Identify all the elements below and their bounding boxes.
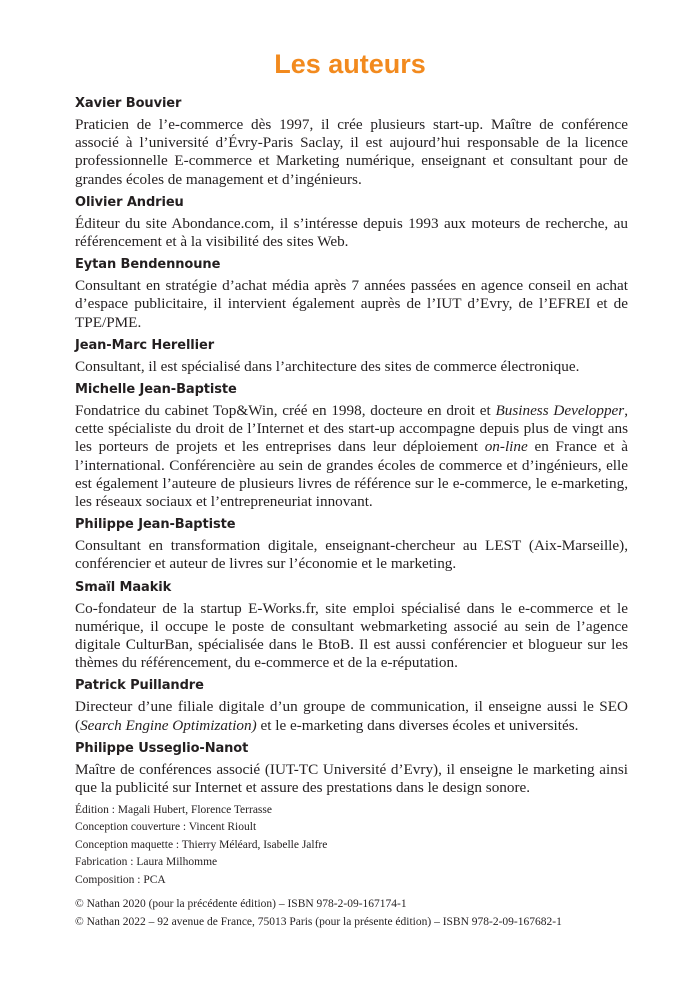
author-name: Philippe Usseglio-Nanot xyxy=(75,740,249,756)
author-name: Patrick Puillandre xyxy=(75,678,204,694)
bio-text: Directeur d’une filiale digitale d’un groupe de communication, il enseigne aussi le SEO ( xyxy=(75,698,628,734)
author-entry xyxy=(75,380,628,511)
credit-line: Conception couverture : Vincent Rioult xyxy=(75,821,257,834)
credit-line: Fabrication : Laura Milhomme xyxy=(75,856,218,869)
authors-list xyxy=(75,94,628,801)
author-bio: Praticien de l’e-commerce dès 1997, il crée plusieurs start-up. Maître de conférence associé à l’université d’Évry-Paris Saclay, il est aujourd’hui responsable de la licence professionnelle E-commerce et Marketing numérique, enseignant et consultant pour de grandes écoles de management et d’ingénieurs. xyxy=(75,116,628,188)
author-name: Eytan Bendennoune xyxy=(75,257,221,273)
credit-line: Édition : Magali Hubert, Florence Terrasse xyxy=(75,804,272,816)
author-entry xyxy=(75,336,628,376)
credits-block xyxy=(75,802,635,889)
author-bio: Éditeur du site Abondance.com, il s’intéresse depuis 1993 aux moteurs de recherche, au référencement et à la visibilité des sites Web. xyxy=(75,214,628,251)
author-entry xyxy=(75,739,628,797)
bio-italic-text: Business Developper xyxy=(495,402,625,420)
copyright-line: © Nathan 2022 – 92 avenue de France, 75013 Paris (pour la présente édition) – ISBN 978-2-09-167682-1 xyxy=(75,915,562,928)
author-name: Olivier Andrieu xyxy=(75,194,184,210)
author-bio xyxy=(75,698,628,734)
page-title: Les auteurs xyxy=(274,49,426,79)
author-entry xyxy=(75,676,628,734)
copyright-line: © Nathan 2020 (pour la précédente édition) – ISBN 978-2-09-167174-1 xyxy=(75,898,407,910)
author-bio: Maître de conférences associé (IUT-TC Université d’Evry), il enseigne le marketing ainsi que la publicité sur Internet et assure des prestations dans le design sonore. xyxy=(75,760,628,797)
author-bio: Consultant en transformation digitale, enseignant-chercheur au LEST (Aix-Marseille), conférencier et auteur de livres sur l’économie et le marketing. xyxy=(75,537,628,573)
credit-line: Composition : PCA xyxy=(75,873,166,886)
author-entry xyxy=(75,515,628,573)
credit-line: Conception maquette : Thierry Méléard, Isabelle Jalfre xyxy=(75,838,328,851)
bio-italic-text: Search Engine Optimization) xyxy=(80,716,257,734)
author-name: Philippe Jean-Baptiste xyxy=(75,517,236,533)
bio-text: et le e-marketing dans diverses écoles et universités. xyxy=(256,716,579,734)
author-bio: Consultant, il est spécialisé dans l’architecture des sites de commerce électronique. xyxy=(75,357,580,375)
author-name: Jean-Marc Herellier xyxy=(75,337,215,353)
copyright-block xyxy=(75,896,655,931)
author-bio: Co-fondateur de la startup E-Works.fr, site emploi spécialisé dans le e-commerce et le numérique, il occupe le poste de consultant webmarketing associé au sein de l’agence digitale CulturBan, spécialisée dans le BtoB. Il est aussi conférencier et blogueur sur les thèmes du référencement, du e-commerce et de la e-réputation. xyxy=(75,599,628,672)
bio-text: Fondatrice du cabinet Top&Win, créé en 1998, docteure en droit et xyxy=(75,402,496,420)
author-entry xyxy=(75,193,628,251)
author-name: Xavier Bouvier xyxy=(75,96,182,111)
author-entry xyxy=(75,578,628,673)
bio-text: en France et à l’international. Conférencière au sein de grandes écoles de commerce et d’ingénieurs, elle est également l’auteure de plusieurs livres de référence sur le e-commerce, le e-marketing, les réseaux sociaux et l’entrepreneuriat innovant. xyxy=(75,438,628,511)
author-bio: Consultant en stratégie d’achat média après 7 années passées en agence conseil en achat d’espace publicitaire, il intervient également auprès de l’IUT d’Evry, de l’EFREI et de TPE/PME. xyxy=(75,277,628,331)
author-name: Michelle Jean-Baptiste xyxy=(75,382,237,398)
author-bio xyxy=(75,402,628,511)
author-entry xyxy=(75,255,628,332)
author-name: Smaïl Maakik xyxy=(75,579,172,595)
bio-text: , cette spécialiste du droit de l’Internet et des start-up accompagne depuis plus de vingt ans les porteurs de projets et les entreprises dans leur déploiement xyxy=(75,402,629,456)
bio-italic-text: on-line xyxy=(484,438,528,456)
author-entry xyxy=(75,94,628,189)
